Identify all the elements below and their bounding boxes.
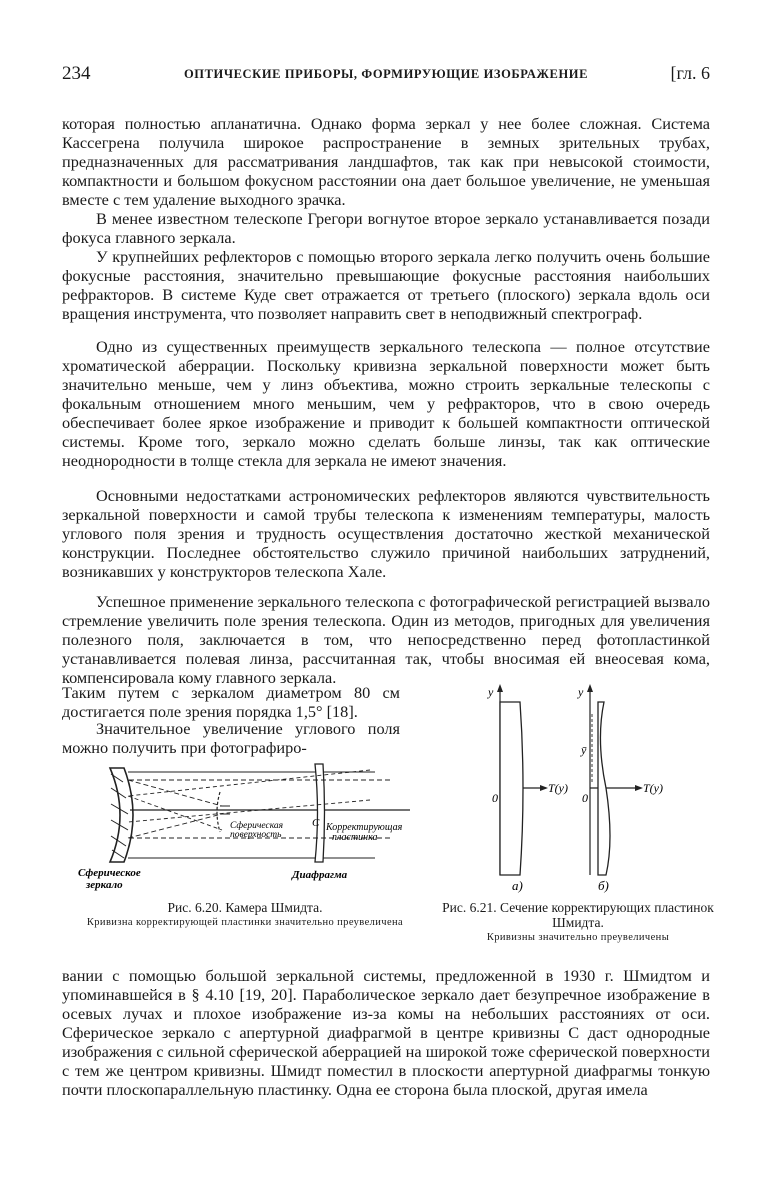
surface-label-1: Сферическая bbox=[230, 821, 284, 831]
paragraph-9: вании с помощью большой зеркальной системы, предложенной в 1930 г. Шмидтом и упоминавшейся в § 4.10 [19, 20]. Параболическое зеркало дает безупречное изображение в осевых лучах и плохое изображение из-за комы на небольших расстояниях от оси. Сферическое зеркало с апертурной диафрагмой в центре кривизны C даст однородные изображения с сильной сферической аберрацией на широкой тоже сферической поверхности с тем же центром кривизны. Шмидт поместил в плоскости апертурной диафрагмы тонкую почти плоскопараллельную пластинку. Одна ее сторона была плоской, другая имела bbox=[62, 966, 710, 1099]
figure-6-20-caption-block bbox=[80, 900, 410, 930]
figure-6-20-subcaption: Кривизна корректирующей пластинки значительно преувеличена bbox=[86, 917, 404, 928]
paragraph-1: которая полностью апланатична. Однако форма зеркал у нее более сложная. Система Кассегрена получила широкое распространение в земных зрительных трубах, предназначенных для рассматривания ландшафтов, так как при невысокой стоимости, компактности и большом фокусном расстоянии она дает большое увеличение, не уменьшая вместе с тем удаление выходного зрачка. bbox=[62, 114, 710, 209]
axis-y-b: y bbox=[578, 685, 584, 699]
plate-label-1: Корректирующая bbox=[326, 822, 403, 833]
plate-label-2: пластинка bbox=[332, 832, 378, 843]
running-title: ОПТИЧЕСКИЕ ПРИБОРЫ, ФОРМИРУЮЩИЕ ИЗОБРАЖЕНИЕ bbox=[183, 67, 589, 81]
figure-6-21-subcaption: Кривизны значительно преувеличены bbox=[486, 932, 670, 943]
paragraph-2: В менее известном телескопе Грегори вогнутое второе зеркало устанавливается позади фокуса главного зеркала. bbox=[62, 209, 710, 247]
origin-b: 0 bbox=[582, 791, 588, 805]
curvature-center-label: C bbox=[312, 817, 320, 829]
paragraph-3: У крупнейших рефлекторов с помощью второго зеркала легко получить очень большие фокусные расстояния, значительно превышающие фокусные расстояния наибольших рефракторов. В системе Куде свет отражается от третьего (плоского) зеркала вдоль оси вращения инструмента, что позволяет направить свет в неподвижный спектрограф. bbox=[62, 247, 710, 323]
paragraph-8: Значительное увеличение углового поля можно получить при фотографиро- bbox=[62, 719, 400, 757]
axis-t-a: T(y) bbox=[548, 781, 568, 795]
origin-a: 0 bbox=[492, 791, 498, 805]
figure-6-20-caption: Рис. 6.20. Камера Шмидта. bbox=[167, 900, 323, 915]
axis-y-a: y bbox=[488, 685, 494, 699]
paragraph-4: Одно из существенных преимуществ зеркального телескопа — полное отсутствие хроматической аберрации. Поскольку кривизна зеркальной поверхности может быть значительно меньше, чем у линз объектива, можно строить зеркальные телескопы с фокальным отношением много меньшим, чем у рефракторов, что в свою очередь обеспечивает более яркое изображение и приводит к большей компактности оптической системы. Кроме того, зеркало можно сделать больше линзы, так как оптические неоднородности в толще стекла для зеркала не имеют значения. bbox=[62, 337, 710, 470]
page-header bbox=[62, 63, 710, 89]
label-a: а) bbox=[512, 878, 523, 893]
page-number: 234 bbox=[62, 63, 91, 84]
figure-6-21-caption: Рис. 6.21. Сечение корректирующих пластинок Шмидта. bbox=[442, 900, 714, 930]
paragraph-7: Таким путем с зеркалом диаметром 80 см достигается поле зрения порядка 1,5° [18]. bbox=[62, 683, 400, 721]
chapter-label: [гл. 6 bbox=[670, 63, 710, 83]
axis-t-b: T(y) bbox=[643, 781, 663, 795]
figure-6-21-caption-block bbox=[442, 900, 714, 945]
ybar-label: ȳ bbox=[581, 743, 587, 757]
mirror-label-2: зеркало bbox=[86, 879, 123, 891]
label-b: б) bbox=[598, 878, 609, 893]
corrector-plate-sections bbox=[468, 680, 708, 895]
surface-label-2: поверхность bbox=[230, 830, 282, 840]
mirror-label-1: Сферическое bbox=[78, 867, 141, 879]
schmidt-camera-diagram bbox=[70, 760, 415, 900]
paragraph-5: Основными недостатками астрономических рефлекторов являются чувствительность зеркальной поверхности и самой трубы телескопа к изменениям температуры, малость углового поля зрения и трудность осуществления достаточно жесткой механической конструкции. Последнее обстоятельство служило причиной наибольших затруднений, возникавших у конструкторов телескопа Хале. bbox=[62, 486, 710, 581]
figure-6-21 bbox=[468, 680, 708, 895]
figure-6-20 bbox=[70, 760, 415, 900]
diaphragm-label: Диафрагма bbox=[292, 869, 348, 881]
paragraph-6: Успешное применение зеркального телескопа с фотографической регистрацией вызвало стремление увеличить поле зрения телескопа. Один из методов, пригодных для увеличения полезного поля, заключается в том, что непосредственно перед фотопластинкой устанавливается полевая линза, рассчитанная так, чтобы вносимая ей внеосевая кома, компенсировала кому главного зеркала. bbox=[62, 592, 710, 687]
